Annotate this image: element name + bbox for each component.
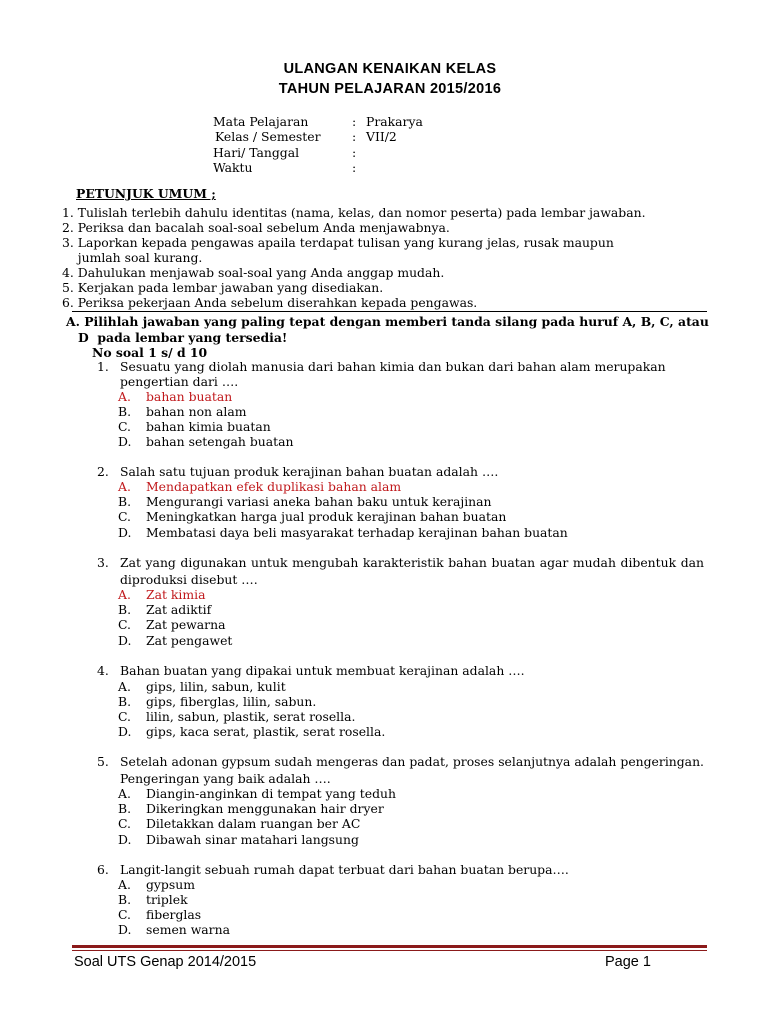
option-text: Membatasi daya beli masyarakat terhadap kerajinan bahan buatan: [146, 525, 568, 540]
option-text-marked: bahan buatan: [146, 389, 233, 404]
option-text: semen warna: [146, 922, 230, 937]
question-text: Zat yang digunakan untuk mengubah karakteristik bahan buatan agar mudah dibentuk dan: [120, 555, 704, 570]
option-text: Dikeringkan menggunakan hair dryer: [146, 801, 384, 816]
option-letter: A.: [118, 679, 131, 694]
option-letter: D.: [118, 832, 132, 847]
option-text: Diangin-anginkan di tempat yang teduh: [146, 786, 396, 801]
identity-value-subject: Prakarya: [366, 114, 423, 129]
instructions-heading: PETUNJUK UMUM ;: [76, 186, 216, 201]
option-text: Zat adiktif: [146, 602, 212, 617]
question-number: 2.: [97, 464, 109, 479]
question-text: Pengeringan yang baik adalah ….: [120, 771, 331, 786]
question-text: pengertian dari ….: [120, 374, 239, 389]
option-text: bahan kimia buatan: [146, 419, 271, 434]
option-text: fiberglas: [146, 907, 202, 922]
option-letter: C.: [118, 617, 131, 632]
option-letter: B.: [118, 494, 132, 509]
option-text: gips, kaca serat, plastik, serat rosella.: [146, 724, 386, 739]
section-divider: [72, 311, 707, 312]
section-a-instruction-cont: D pada lembar yang tersedia!: [78, 330, 288, 345]
exam-title-line1: ULANGAN KENAIKAN KELAS: [283, 61, 497, 77]
question-text: Sesuatu yang diolah manusia dari bahan kimia dan bukan dari bahan alam merupakan: [120, 359, 666, 374]
option-letter: D.: [118, 724, 132, 739]
option-text: lilin, sabun, plastik, serat rosella.: [146, 709, 356, 724]
exam-title-line2: TAHUN PELAJARAN 2015/2016: [278, 81, 502, 97]
footer-rule-thin: [72, 950, 707, 951]
instruction-item: 2. Periksa dan bacalah soal-soal sebelum Anda menjawabnya.: [62, 220, 450, 235]
question-text: Bahan buatan yang dipakai untuk membuat kerajinan adalah ….: [120, 663, 525, 678]
option-text: Diletakkan dalam ruangan ber AC: [146, 816, 361, 831]
identity-label-date: Hari/ Tanggal: [213, 145, 300, 160]
option-text: Zat pewarna: [146, 617, 226, 632]
question-number: 4.: [97, 663, 109, 678]
option-text: Meningkatkan harga jual produk kerajinan bahan buatan: [146, 509, 507, 524]
option-letter: D.: [118, 633, 132, 648]
question-text: Setelah adonan gypsum sudah mengeras dan padat, proses selanjutnya adalah pengeringan.: [120, 754, 704, 769]
instruction-item: 1. Tulislah terlebih dahulu identitas (nama, kelas, dan nomor peserta) pada lembar jawaban.: [62, 205, 646, 220]
instruction-item: 3. Laporkan kepada pengawas apaila terdapat tulisan yang kurang jelas, rusak maupun: [62, 235, 614, 250]
instruction-item: 5. Kerjakan pada lembar jawaban yang disediakan.: [62, 280, 384, 295]
option-text: gypsum: [146, 877, 195, 892]
option-letter: A.: [118, 786, 131, 801]
option-letter-marked: A.: [118, 587, 131, 602]
option-text-marked: Zat kimia: [146, 587, 206, 602]
identity-colon: :: [352, 129, 357, 144]
option-letter: D.: [118, 922, 132, 937]
instruction-item: 4. Dahulukan menjawab soal-soal yang Anda anggap mudah.: [62, 265, 445, 280]
question-text: Langit-langit sebuah rumah dapat terbuat dari bahan buatan berupa….: [120, 862, 569, 877]
question-number: 5.: [97, 754, 109, 769]
option-text: gips, lilin, sabun, kulit: [146, 679, 286, 694]
footer-rule: [72, 945, 707, 948]
identity-label-subject: Mata Pelajaran: [213, 114, 309, 129]
question-number: 3.: [97, 555, 109, 570]
question-text: diproduksi disebut ….: [120, 572, 258, 587]
option-letter: B.: [118, 801, 132, 816]
option-text: bahan non alam: [146, 404, 247, 419]
option-text: Dibawah sinar matahari langsung: [146, 832, 359, 847]
option-text: Zat pengawet: [146, 633, 233, 648]
instruction-item: jumlah soal kurang.: [62, 250, 203, 265]
option-letter: B.: [118, 892, 132, 907]
option-letter: B.: [118, 694, 132, 709]
identity-label-time: Waktu: [213, 160, 253, 175]
question-number: 1.: [97, 359, 109, 374]
option-text: Mengurangi variasi aneka bahan baku untuk kerajinan: [146, 494, 492, 509]
question-text: Salah satu tujuan produk kerajinan bahan buatan adalah ….: [120, 464, 499, 479]
option-letter: C.: [118, 907, 131, 922]
option-letter: B.: [118, 602, 132, 617]
section-a-instruction: A. Pilihlah jawaban yang paling tepat dengan memberi tanda silang pada huruf A, B, C, atau: [66, 314, 709, 329]
identity-colon: :: [352, 114, 357, 129]
identity-label-class: Kelas / Semester: [215, 129, 321, 144]
option-text: triplek: [146, 892, 188, 907]
option-text: gips, fiberglas, lilin, sabun.: [146, 694, 317, 709]
option-letter: A.: [118, 877, 131, 892]
section-a-range: No soal 1 s/ d 10: [92, 345, 208, 360]
option-letter: D.: [118, 434, 132, 449]
option-text: bahan setengah buatan: [146, 434, 294, 449]
option-letter-marked: A.: [118, 479, 131, 494]
page-number: Page 1: [605, 954, 651, 970]
option-letter: D.: [118, 525, 132, 540]
option-text-marked: Mendapatkan efek duplikasi bahan alam: [146, 479, 402, 494]
option-letter: C.: [118, 816, 131, 831]
option-letter: C.: [118, 509, 131, 524]
identity-colon: :: [352, 145, 357, 160]
question-number: 6.: [97, 862, 109, 877]
identity-colon: :: [352, 160, 357, 175]
option-letter: B.: [118, 404, 132, 419]
option-letter: C.: [118, 419, 131, 434]
instruction-item: 6. Periksa pekerjaan Anda sebelum diserahkan kepada pengawas.: [62, 295, 478, 310]
option-letter: C.: [118, 709, 131, 724]
identity-value-class: VII/2: [366, 129, 397, 144]
footer-left-text: Soal UTS Genap 2014/2015: [74, 954, 257, 970]
option-letter-marked: A.: [118, 389, 131, 404]
